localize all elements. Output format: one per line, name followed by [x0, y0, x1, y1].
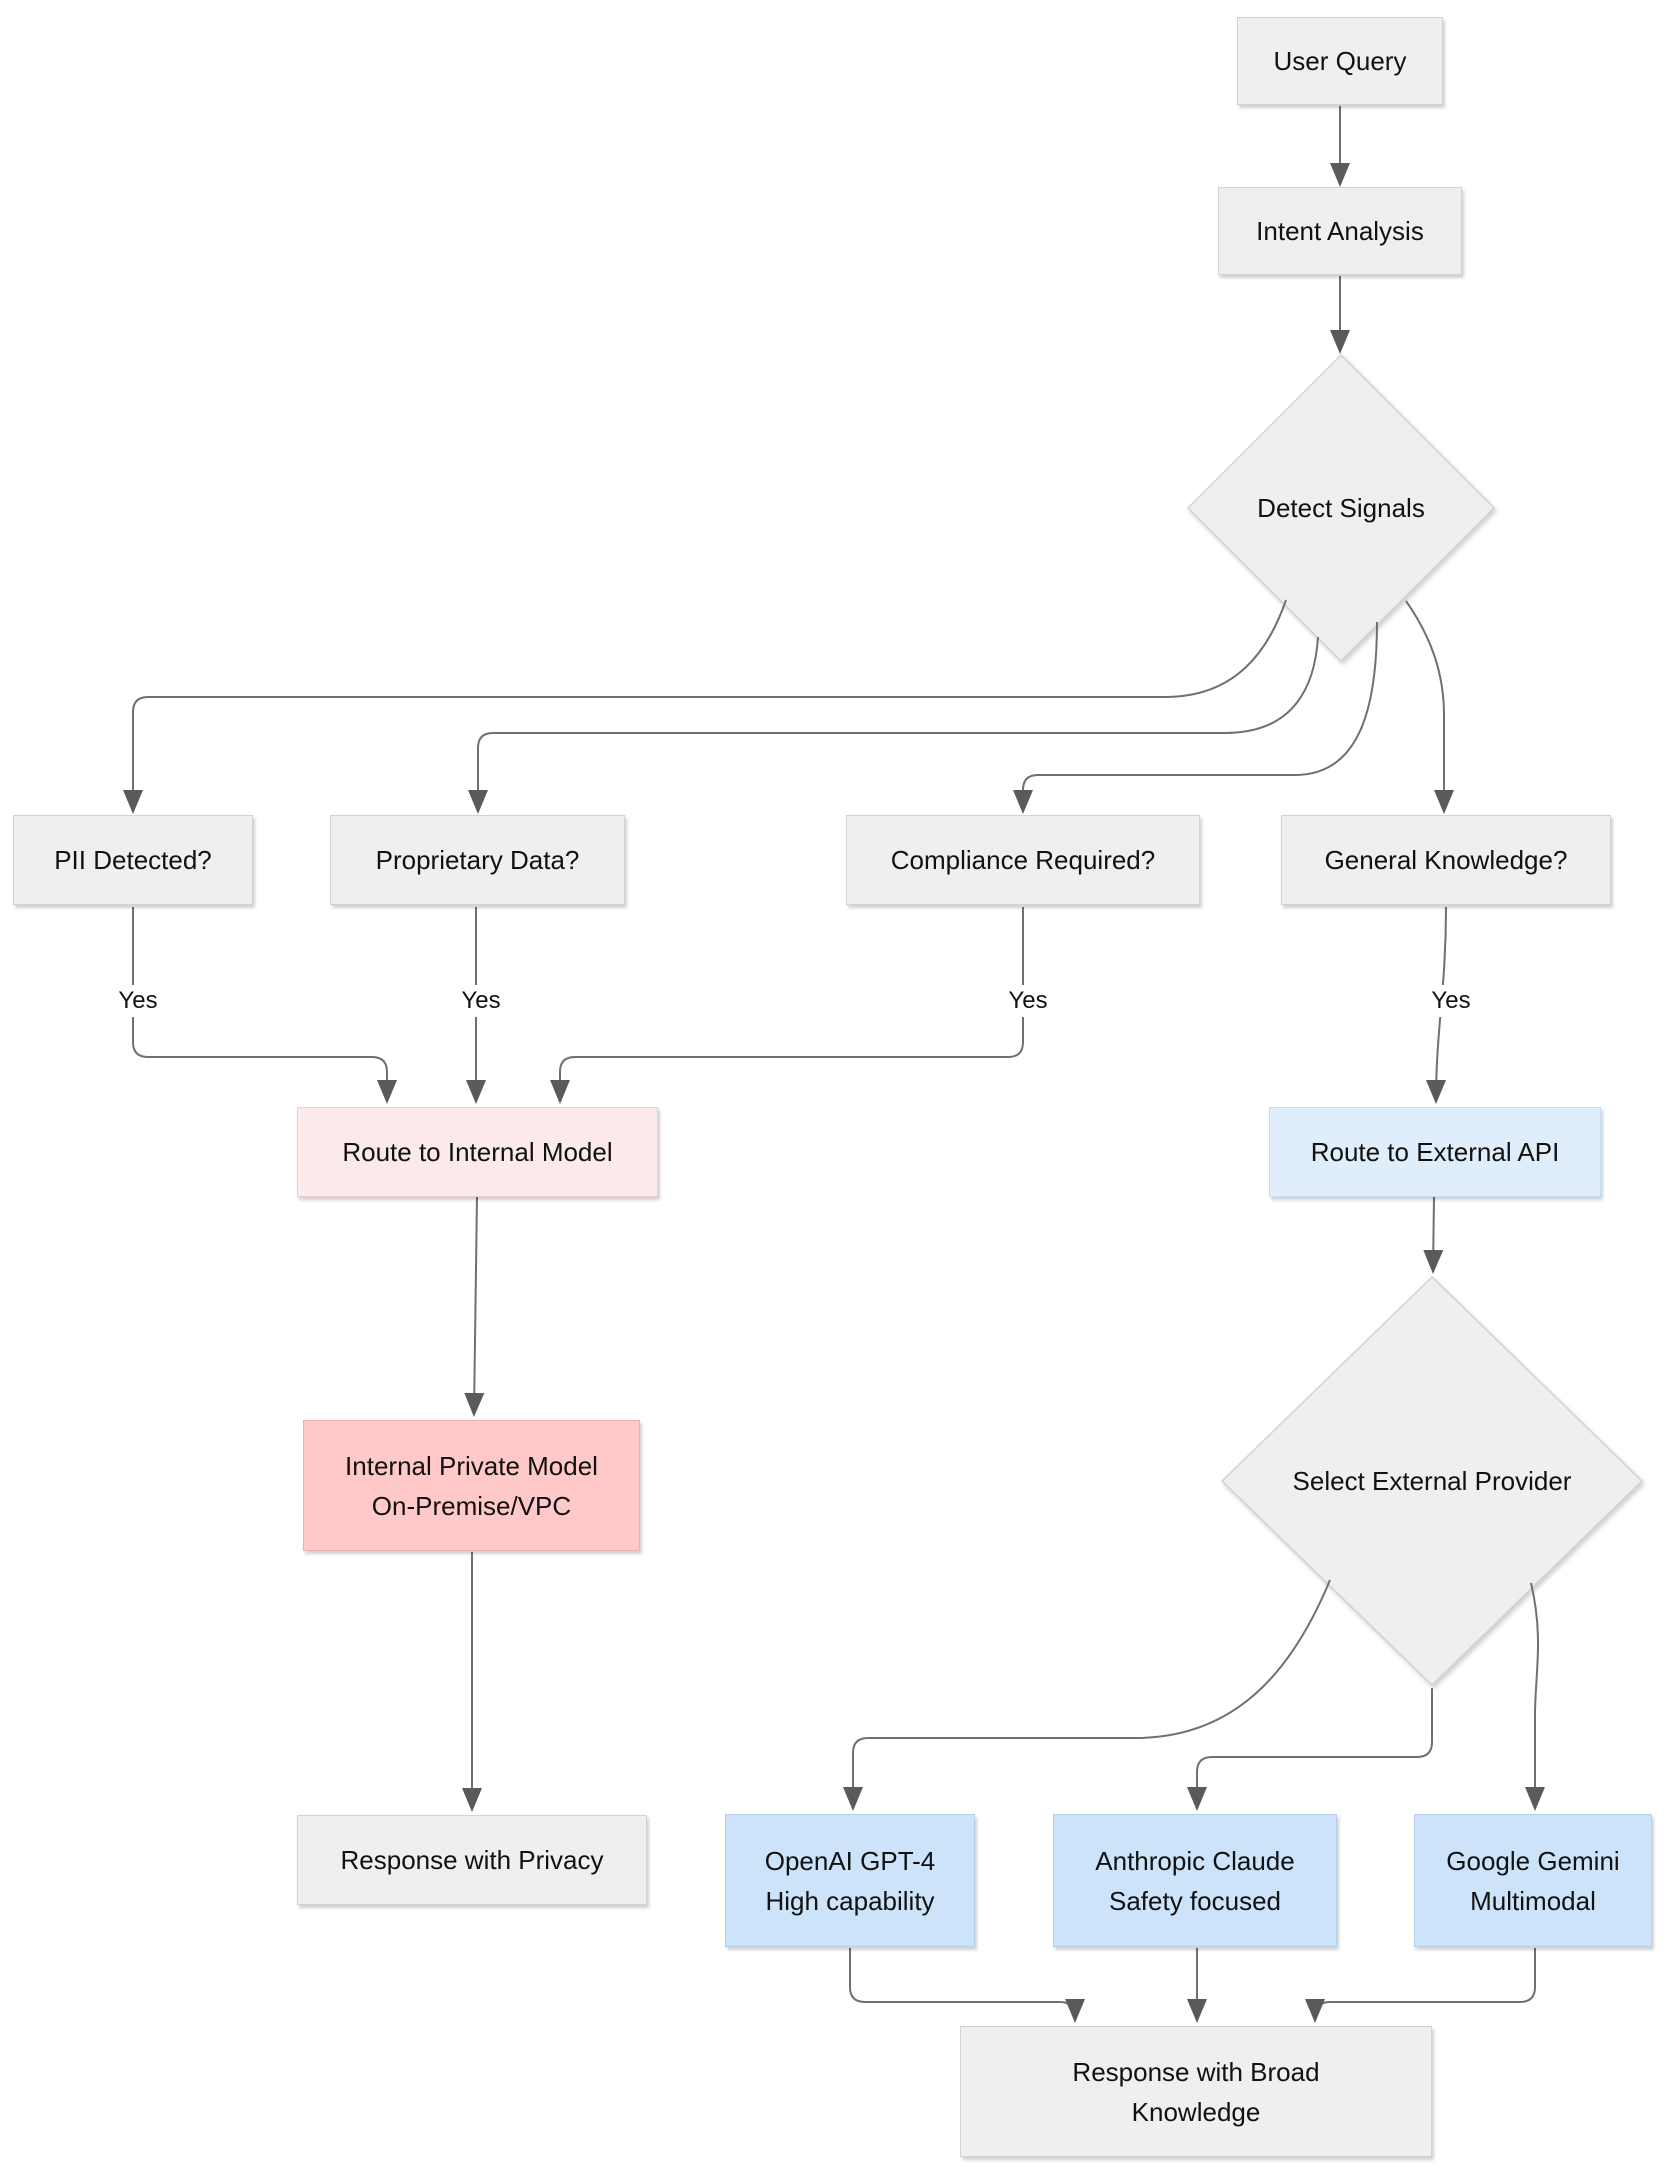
label-select-external-provider: Select External Provider	[1292, 1465, 1572, 1496]
label-detect-signals: Detect Signals	[1257, 492, 1425, 523]
edge-select-provider-to-gemini	[1531, 1583, 1538, 1807]
edge-gemini-to-response-broad	[1315, 1948, 1535, 2019]
node-general-knowledge: General Knowledge?	[1281, 815, 1611, 905]
edge-route-internal-to-internal-model	[474, 1197, 477, 1413]
node-compliance-required: Compliance Required?	[846, 815, 1200, 905]
node-proprietary-data: Proprietary Data?	[330, 815, 625, 905]
gemini-line1: Google Gemini	[1446, 1845, 1620, 1876]
edge-detect-signals-to-compliance	[1023, 622, 1377, 810]
decision-select-external-provider	[1222, 1277, 1642, 1685]
internal-model-line2: On-Premise/VPC	[371, 1490, 572, 1521]
edge-label-general-yes: Yes	[1405, 985, 1497, 1017]
edge-openai-to-response-broad	[850, 1948, 1075, 2019]
node-user-query: User Query	[1237, 17, 1443, 105]
node-google-gemini	[1414, 1814, 1652, 1947]
edge-detect-signals-to-pii	[133, 600, 1286, 810]
openai-line2: High capability	[765, 1885, 935, 1916]
response-broad-line1: Response with Broad	[1072, 2056, 1320, 2087]
node-anthropic-claude	[1053, 1814, 1337, 1947]
node-route-internal: Route to Internal Model	[297, 1107, 658, 1197]
edge-label-compliance-yes: Yes	[982, 985, 1074, 1017]
anthropic-line2: Safety focused	[1109, 1885, 1281, 1916]
edge-label-proprietary-yes: Yes	[435, 985, 527, 1017]
openai-line1: OpenAI GPT-4	[764, 1845, 936, 1876]
node-intent-analysis: Intent Analysis	[1218, 187, 1462, 275]
node-internal-private-model	[303, 1420, 640, 1551]
edge-detect-signals-to-general	[1406, 601, 1444, 810]
edge-compliance-yes-to-route-internal	[560, 907, 1023, 1100]
anthropic-line1: Anthropic Claude	[1095, 1845, 1295, 1876]
node-pii-detected: PII Detected?	[13, 815, 253, 905]
edge-select-provider-to-anthropic	[1197, 1688, 1432, 1807]
node-response-privacy: Response with Privacy	[297, 1815, 647, 1905]
edge-route-external-to-select-provider	[1433, 1197, 1434, 1270]
edge-select-provider-to-openai	[853, 1580, 1330, 1807]
decision-detect-signals	[1188, 355, 1494, 661]
node-openai-gpt4	[725, 1814, 975, 1947]
node-route-external: Route to External API	[1269, 1107, 1601, 1197]
edge-detect-signals-to-proprietary	[478, 637, 1318, 810]
internal-model-line1: Internal Private Model	[345, 1450, 598, 1481]
edge-label-pii-yes: Yes	[92, 985, 184, 1017]
response-broad-line2: Knowledge	[1131, 2096, 1261, 2127]
node-response-broad	[960, 2026, 1432, 2157]
gemini-line2: Multimodal	[1470, 1885, 1596, 1916]
